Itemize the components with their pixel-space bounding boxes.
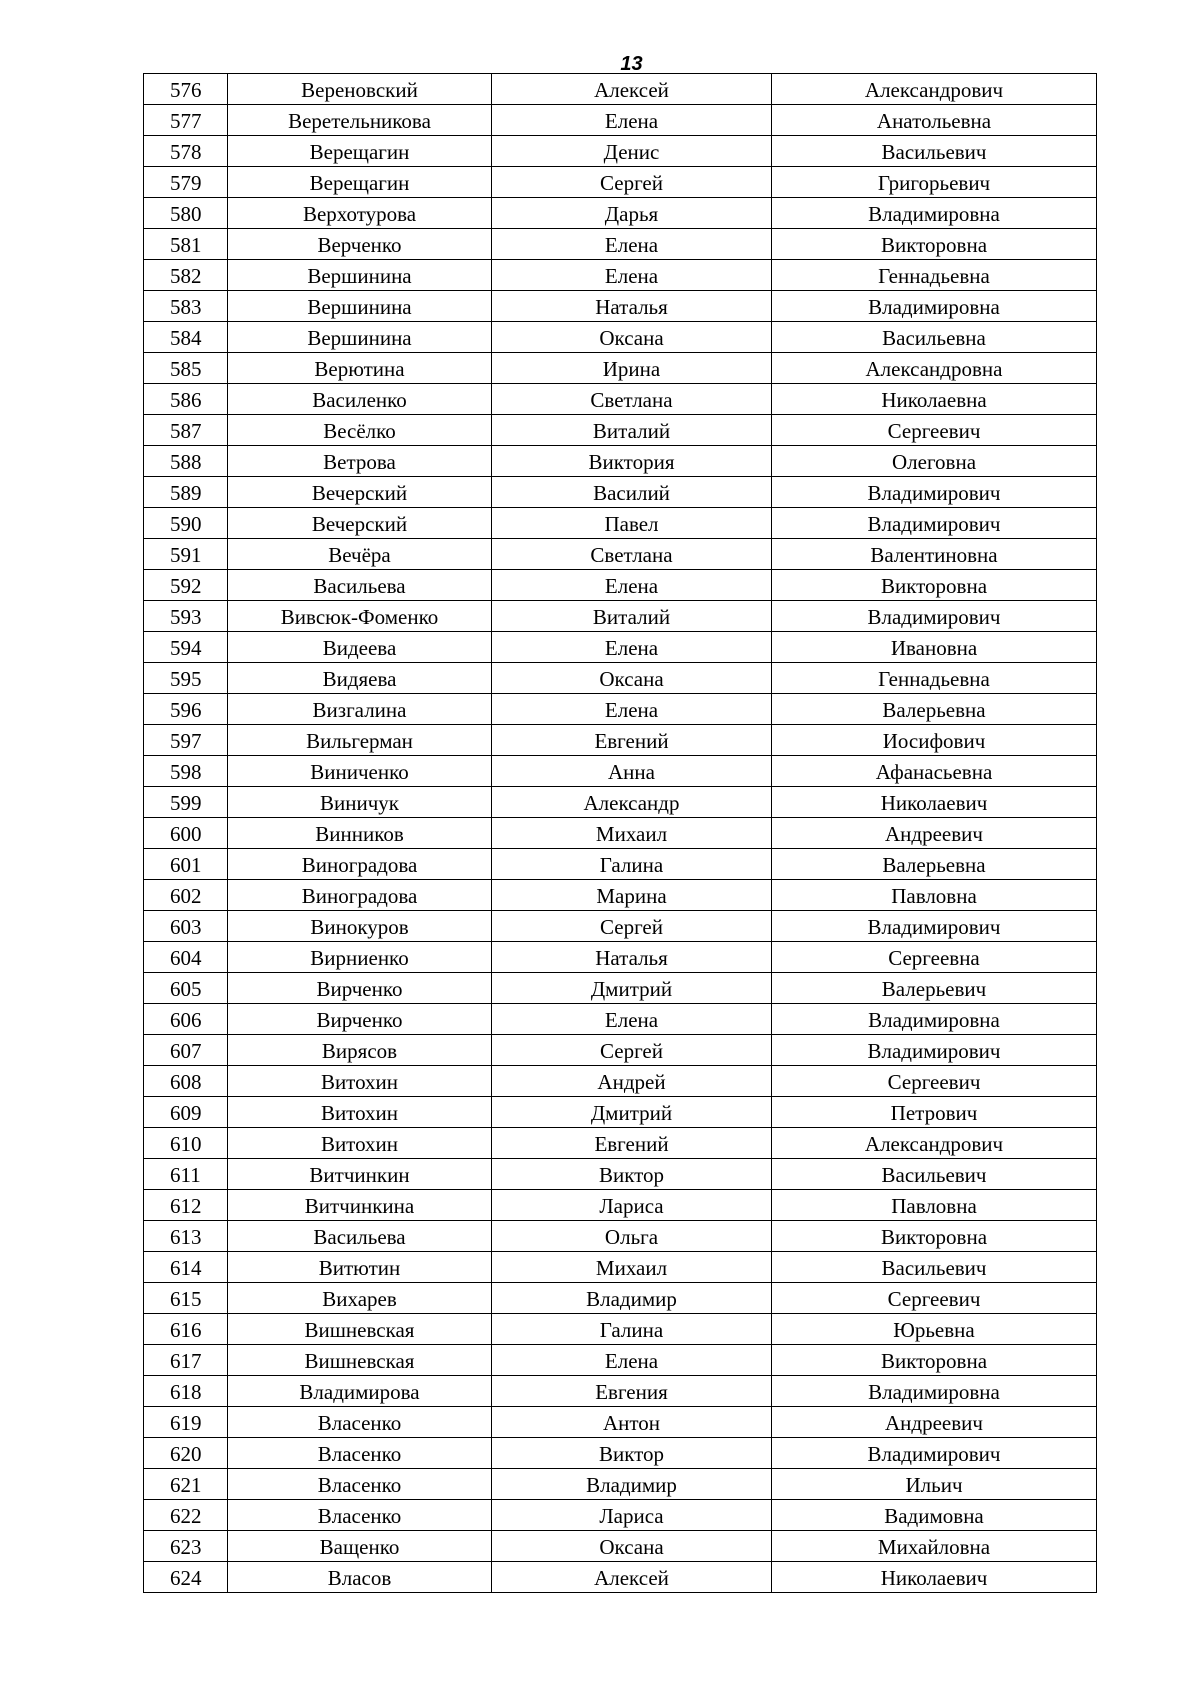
first-name-cell: Алексей [492,1562,772,1593]
patronymic-cell: Вадимовна [772,1500,1097,1531]
last-name-cell: Верченко [228,229,492,260]
last-name-cell: Витчинкин [228,1159,492,1190]
row-number-cell: 586 [144,384,228,415]
patronymic-cell: Владимировна [772,1376,1097,1407]
row-number-cell: 616 [144,1314,228,1345]
patronymic-cell: Владимирович [772,508,1097,539]
row-number-cell: 596 [144,694,228,725]
table-row [144,942,1097,973]
patronymic-cell: Васильевич [772,1252,1097,1283]
last-name-cell: Вечерский [228,508,492,539]
patronymic-cell: Валерьевна [772,694,1097,725]
row-number-cell: 619 [144,1407,228,1438]
table-row [144,756,1097,787]
last-name-cell: Вирченко [228,1004,492,1035]
last-name-cell: Винокуров [228,911,492,942]
patronymic-cell: Валерьевич [772,973,1097,1004]
table-row [144,849,1097,880]
patronymic-cell: Сергеевич [772,1066,1097,1097]
first-name-cell: Дмитрий [492,1097,772,1128]
last-name-cell: Витохин [228,1128,492,1159]
first-name-cell: Елена [492,632,772,663]
first-name-cell: Виктория [492,446,772,477]
patronymic-cell: Николаевич [772,1562,1097,1593]
patronymic-cell: Юрьевна [772,1314,1097,1345]
patronymic-cell: Сергеевич [772,415,1097,446]
last-name-cell: Вереновский [228,74,492,105]
table-row [144,1190,1097,1221]
patronymic-cell: Владимирович [772,1035,1097,1066]
first-name-cell: Ирина [492,353,772,384]
first-name-cell: Виталий [492,601,772,632]
first-name-cell: Виктор [492,1438,772,1469]
last-name-cell: Власов [228,1562,492,1593]
last-name-cell: Весёлко [228,415,492,446]
first-name-cell: Сергей [492,911,772,942]
first-name-cell: Андрей [492,1066,772,1097]
patronymic-cell: Васильевич [772,136,1097,167]
first-name-cell: Оксана [492,663,772,694]
patronymic-cell: Валентиновна [772,539,1097,570]
first-name-cell: Евгений [492,1128,772,1159]
last-name-cell: Верхотурова [228,198,492,229]
table-row [144,1469,1097,1500]
row-number-cell: 579 [144,167,228,198]
table-row [144,74,1097,105]
first-name-cell: Михаил [492,818,772,849]
last-name-cell: Верещагин [228,136,492,167]
first-name-cell: Наталья [492,291,772,322]
last-name-cell: Вивсюк-Фоменко [228,601,492,632]
row-number-cell: 576 [144,74,228,105]
row-number-cell: 583 [144,291,228,322]
patronymic-cell: Олеговна [772,446,1097,477]
first-name-cell: Сергей [492,1035,772,1066]
first-name-cell: Александр [492,787,772,818]
row-number-cell: 622 [144,1500,228,1531]
first-name-cell: Галина [492,849,772,880]
patronymic-cell: Викторовна [772,570,1097,601]
patronymic-cell: Владимировна [772,291,1097,322]
names-table-body [144,74,1097,1593]
last-name-cell: Винников [228,818,492,849]
table-row [144,632,1097,663]
patronymic-cell: Андреевич [772,818,1097,849]
patronymic-cell: Владимирович [772,601,1097,632]
patronymic-cell: Геннадьевна [772,663,1097,694]
table-row [144,539,1097,570]
row-number-cell: 592 [144,570,228,601]
table-row [144,1562,1097,1593]
last-name-cell: Видяева [228,663,492,694]
last-name-cell: Вильгерман [228,725,492,756]
first-name-cell: Дарья [492,198,772,229]
patronymic-cell: Владимирович [772,1438,1097,1469]
patronymic-cell: Владимировна [772,1004,1097,1035]
last-name-cell: Виниченко [228,756,492,787]
first-name-cell: Павел [492,508,772,539]
table-row [144,477,1097,508]
first-name-cell: Евгений [492,725,772,756]
patronymic-cell: Николаевич [772,787,1097,818]
table-row [144,1097,1097,1128]
table-row [144,725,1097,756]
first-name-cell: Василий [492,477,772,508]
table-row [144,818,1097,849]
table-row [144,167,1097,198]
first-name-cell: Оксана [492,1531,772,1562]
row-number-cell: 615 [144,1283,228,1314]
patronymic-cell: Григорьевич [772,167,1097,198]
row-number-cell: 613 [144,1221,228,1252]
patronymic-cell: Ильич [772,1469,1097,1500]
patronymic-cell: Александрович [772,74,1097,105]
first-name-cell: Марина [492,880,772,911]
first-name-cell: Алексей [492,74,772,105]
table-row [144,1345,1097,1376]
patronymic-cell: Михайловна [772,1531,1097,1562]
patronymic-cell: Петрович [772,1097,1097,1128]
row-number-cell: 609 [144,1097,228,1128]
last-name-cell: Витохин [228,1097,492,1128]
row-number-cell: 618 [144,1376,228,1407]
row-number-cell: 577 [144,105,228,136]
patronymic-cell: Владимирович [772,911,1097,942]
first-name-cell: Елена [492,570,772,601]
row-number-cell: 584 [144,322,228,353]
row-number-cell: 578 [144,136,228,167]
last-name-cell: Власенко [228,1469,492,1500]
table-row [144,1314,1097,1345]
table-row [144,1004,1097,1035]
table-row [144,880,1097,911]
last-name-cell: Верещагин [228,167,492,198]
last-name-cell: Власенко [228,1407,492,1438]
last-name-cell: Визгалина [228,694,492,725]
patronymic-cell: Викторовна [772,1345,1097,1376]
first-name-cell: Галина [492,1314,772,1345]
row-number-cell: 623 [144,1531,228,1562]
last-name-cell: Васильева [228,570,492,601]
table-row [144,1035,1097,1066]
last-name-cell: Витютин [228,1252,492,1283]
names-table [143,73,1097,1593]
last-name-cell: Вечерский [228,477,492,508]
row-number-cell: 602 [144,880,228,911]
patronymic-cell: Владимировна [772,198,1097,229]
table-row [144,694,1097,725]
first-name-cell: Елена [492,260,772,291]
row-number-cell: 600 [144,818,228,849]
first-name-cell: Владимир [492,1283,772,1314]
table-row [144,198,1097,229]
row-number-cell: 610 [144,1128,228,1159]
patronymic-cell: Викторовна [772,229,1097,260]
last-name-cell: Витохин [228,1066,492,1097]
table-row [144,601,1097,632]
last-name-cell: Вирченко [228,973,492,1004]
last-name-cell: Власенко [228,1438,492,1469]
patronymic-cell: Александрович [772,1128,1097,1159]
first-name-cell: Евгения [492,1376,772,1407]
first-name-cell: Елена [492,229,772,260]
patronymic-cell: Иосифович [772,725,1097,756]
last-name-cell: Виноградова [228,849,492,880]
row-number-cell: 590 [144,508,228,539]
last-name-cell: Власенко [228,1500,492,1531]
patronymic-cell: Афанасьевна [772,756,1097,787]
first-name-cell: Антон [492,1407,772,1438]
row-number-cell: 588 [144,446,228,477]
patronymic-cell: Анатольевна [772,105,1097,136]
first-name-cell: Дмитрий [492,973,772,1004]
first-name-cell: Оксана [492,322,772,353]
row-number-cell: 605 [144,973,228,1004]
row-number-cell: 606 [144,1004,228,1035]
table-row [144,415,1097,446]
last-name-cell: Ващенко [228,1531,492,1562]
row-number-cell: 595 [144,663,228,694]
row-number-cell: 611 [144,1159,228,1190]
row-number-cell: 621 [144,1469,228,1500]
last-name-cell: Васильева [228,1221,492,1252]
table-row [144,1252,1097,1283]
row-number-cell: 591 [144,539,228,570]
table-row [144,787,1097,818]
last-name-cell: Вершинина [228,322,492,353]
row-number-cell: 603 [144,911,228,942]
row-number-cell: 604 [144,942,228,973]
first-name-cell: Анна [492,756,772,787]
first-name-cell: Елена [492,105,772,136]
patronymic-cell: Андреевич [772,1407,1097,1438]
table-row [144,322,1097,353]
row-number-cell: 598 [144,756,228,787]
first-name-cell: Елена [492,694,772,725]
table-row [144,1531,1097,1562]
first-name-cell: Владимир [492,1469,772,1500]
last-name-cell: Вирниенко [228,942,492,973]
last-name-cell: Видеева [228,632,492,663]
table-row [144,291,1097,322]
table-row [144,1159,1097,1190]
first-name-cell: Михаил [492,1252,772,1283]
last-name-cell: Верютина [228,353,492,384]
first-name-cell: Елена [492,1004,772,1035]
first-name-cell: Лариса [492,1190,772,1221]
table-row [144,1128,1097,1159]
row-number-cell: 617 [144,1345,228,1376]
table-row [144,136,1097,167]
last-name-cell: Василенко [228,384,492,415]
patronymic-cell: Александровна [772,353,1097,384]
table-row [144,229,1097,260]
patronymic-cell: Ивановна [772,632,1097,663]
last-name-cell: Вихарев [228,1283,492,1314]
table-row [144,105,1097,136]
patronymic-cell: Николаевна [772,384,1097,415]
last-name-cell: Вишневская [228,1345,492,1376]
patronymic-cell: Васильевна [772,322,1097,353]
last-name-cell: Вишневская [228,1314,492,1345]
row-number-cell: 624 [144,1562,228,1593]
patronymic-cell: Викторовна [772,1221,1097,1252]
page-number: 13 [620,53,643,75]
row-number-cell: 593 [144,601,228,632]
last-name-cell: Вершинина [228,291,492,322]
table-row [144,384,1097,415]
table-row [144,570,1097,601]
table-row [144,260,1097,291]
table-row [144,1221,1097,1252]
patronymic-cell: Павловна [772,1190,1097,1221]
patronymic-cell: Валерьевна [772,849,1097,880]
last-name-cell: Вершинина [228,260,492,291]
row-number-cell: 594 [144,632,228,663]
first-name-cell: Светлана [492,539,772,570]
first-name-cell: Ольга [492,1221,772,1252]
row-number-cell: 589 [144,477,228,508]
last-name-cell: Виничук [228,787,492,818]
row-number-cell: 580 [144,198,228,229]
last-name-cell: Ветрова [228,446,492,477]
table-row [144,446,1097,477]
patronymic-cell: Павловна [772,880,1097,911]
row-number-cell: 599 [144,787,228,818]
last-name-cell: Веретельникова [228,105,492,136]
table-row [144,353,1097,384]
table-row [144,1500,1097,1531]
row-number-cell: 620 [144,1438,228,1469]
row-number-cell: 614 [144,1252,228,1283]
row-number-cell: 601 [144,849,228,880]
row-number-cell: 612 [144,1190,228,1221]
row-number-cell: 608 [144,1066,228,1097]
row-number-cell: 585 [144,353,228,384]
patronymic-cell: Васильевич [772,1159,1097,1190]
first-name-cell: Елена [492,1345,772,1376]
table-row [144,911,1097,942]
table-row [144,508,1097,539]
first-name-cell: Виталий [492,415,772,446]
first-name-cell: Лариса [492,1500,772,1531]
first-name-cell: Светлана [492,384,772,415]
row-number-cell: 582 [144,260,228,291]
first-name-cell: Наталья [492,942,772,973]
last-name-cell: Владимирова [228,1376,492,1407]
row-number-cell: 597 [144,725,228,756]
table-row [144,1407,1097,1438]
last-name-cell: Вечёра [228,539,492,570]
patronymic-cell: Владимирович [772,477,1097,508]
patronymic-cell: Сергеевич [772,1283,1097,1314]
table-row [144,1438,1097,1469]
row-number-cell: 587 [144,415,228,446]
table-row [144,973,1097,1004]
last-name-cell: Вирясов [228,1035,492,1066]
row-number-cell: 581 [144,229,228,260]
table-row [144,1283,1097,1314]
table-row [144,1376,1097,1407]
row-number-cell: 607 [144,1035,228,1066]
first-name-cell: Виктор [492,1159,772,1190]
first-name-cell: Сергей [492,167,772,198]
patronymic-cell: Геннадьевна [772,260,1097,291]
table-row [144,663,1097,694]
first-name-cell: Денис [492,136,772,167]
table-row [144,1066,1097,1097]
last-name-cell: Витчинкина [228,1190,492,1221]
last-name-cell: Виноградова [228,880,492,911]
patronymic-cell: Сергеевна [772,942,1097,973]
